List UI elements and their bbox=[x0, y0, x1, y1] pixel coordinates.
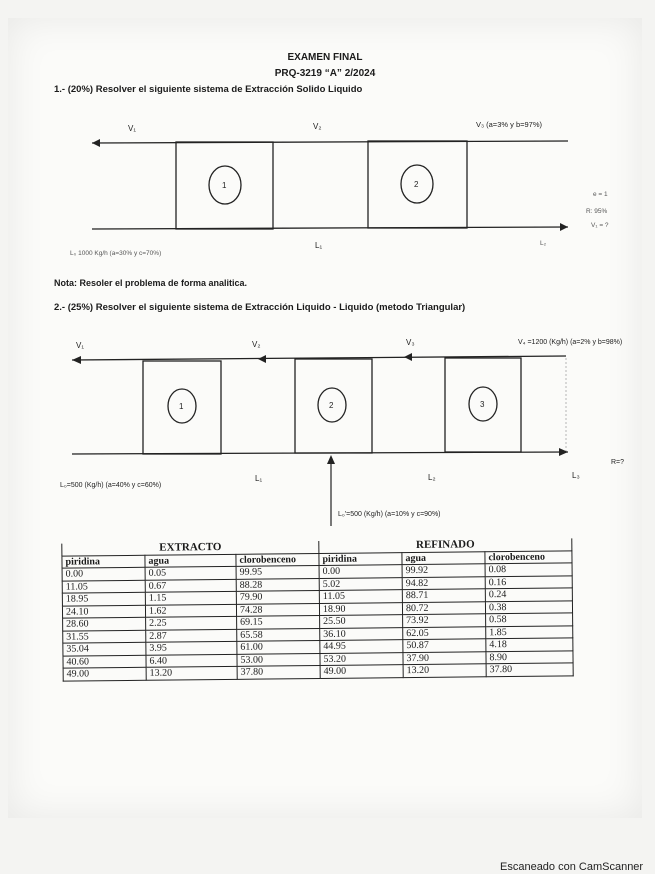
table-cell: 11.05 bbox=[62, 580, 145, 593]
arrow-right-icon bbox=[559, 448, 568, 456]
liquid-stream-line bbox=[92, 227, 568, 229]
stage-label-1: 1 bbox=[222, 181, 227, 190]
table-cell: 74.28 bbox=[236, 603, 319, 616]
label-side-1: e = 1 bbox=[593, 191, 608, 198]
group-refinado: REFINADO bbox=[319, 538, 572, 553]
table-cell: 31.55 bbox=[63, 630, 146, 643]
col-header: clorobenceno bbox=[485, 550, 572, 563]
label-l3b: L₃ bbox=[572, 471, 580, 480]
scanner-watermark: Escaneado con CamScanner bbox=[500, 861, 644, 873]
table-cell: 40.60 bbox=[63, 655, 146, 668]
label-feed: L₀'=500 (Kg/h) (a=10% y c=90%) bbox=[338, 511, 441, 518]
col-header: agua bbox=[145, 554, 236, 567]
table-cell: 2.25 bbox=[146, 616, 237, 629]
label-l2b: L₂ bbox=[428, 473, 436, 482]
vapor-stream-line bbox=[92, 141, 568, 143]
label-side-2: R: 95% bbox=[586, 208, 608, 215]
diagram-solid-liquid bbox=[8, 18, 642, 818]
table-cell: 0.16 bbox=[485, 575, 572, 588]
table-cell: 99.95 bbox=[236, 565, 319, 578]
table-cell: 0.00 bbox=[319, 565, 402, 578]
table-cell: 88.28 bbox=[236, 578, 319, 591]
table-cell: 25.50 bbox=[320, 615, 403, 628]
label-r: R=? bbox=[611, 459, 625, 466]
table-cell: 61.00 bbox=[237, 640, 320, 653]
table-cell: 0.05 bbox=[145, 566, 236, 579]
table-cell: 36.10 bbox=[320, 627, 403, 640]
stage-label-2b: 2 bbox=[329, 401, 334, 410]
table-cell: 37.90 bbox=[403, 651, 486, 664]
table-cell: 18.95 bbox=[62, 592, 145, 605]
table-cell: 11.05 bbox=[319, 590, 402, 603]
exam-sheet bbox=[8, 18, 642, 818]
table-cell: 0.24 bbox=[485, 588, 572, 601]
table-cell: 8.90 bbox=[486, 650, 573, 663]
arrow-right-icon bbox=[560, 223, 568, 231]
stage-label-3b: 3 bbox=[480, 400, 485, 409]
table-cell: 1.15 bbox=[145, 591, 236, 604]
equilibrium-table bbox=[61, 538, 573, 681]
arrow-left-icon bbox=[258, 355, 266, 363]
label-v3b: V₃ bbox=[406, 338, 415, 347]
table-cell: 0.00 bbox=[62, 567, 145, 580]
table-cell: 18.90 bbox=[319, 602, 402, 615]
table-cell: 2.87 bbox=[146, 629, 237, 642]
note-text: Nota: Resoler el problema de forma analitica. bbox=[54, 278, 248, 288]
label-l1: L₁ bbox=[315, 241, 323, 250]
table-cell: 28.60 bbox=[63, 617, 146, 630]
table-cell: 88.71 bbox=[402, 589, 485, 602]
arrow-left-icon bbox=[92, 139, 100, 147]
table-cell: 73.92 bbox=[403, 614, 486, 627]
table-cell: 1.85 bbox=[486, 625, 573, 638]
table-cell: 1.62 bbox=[145, 604, 236, 617]
label-v2: V₂ bbox=[313, 122, 322, 131]
table-cell: 79.90 bbox=[236, 590, 319, 603]
table-cell: 99.92 bbox=[402, 564, 485, 577]
table-cell: 53.20 bbox=[320, 652, 403, 665]
question-1-text: 1.- (20%) Resolver el siguiente sistema de Extracción Solido Liquido bbox=[54, 84, 363, 95]
arrow-up-icon bbox=[327, 455, 335, 464]
table-cell: 6.40 bbox=[146, 654, 237, 667]
table-cell: 0.08 bbox=[485, 563, 572, 576]
question-2-text: 2.- (25%) Resolver el siguiente sistema de Extracción Liquido - Liquido (metodo Triangular) bbox=[54, 302, 466, 313]
table-cell: 80.72 bbox=[402, 601, 485, 614]
stage-label-1b: 1 bbox=[179, 402, 184, 411]
table-cell: 44.95 bbox=[320, 640, 403, 653]
label-v3: V₃ (a=3% y b=97%) bbox=[476, 120, 543, 129]
table-cell: 49.00 bbox=[320, 665, 403, 678]
exam-title: EXAMEN FINAL bbox=[287, 52, 363, 63]
label-v4b: V₄ =1200 (Kg/h) (a=2% y b=98%) bbox=[518, 339, 623, 346]
label-l0b: L₀=500 (Kg/h) (a=40% y c=60%) bbox=[60, 482, 162, 489]
label-v2b: V₂ bbox=[252, 340, 261, 349]
label-v1: V₁ bbox=[128, 124, 137, 133]
arrow-left-icon bbox=[404, 353, 412, 361]
table-cell: 94.82 bbox=[402, 576, 485, 589]
table-cell: 50.87 bbox=[403, 639, 486, 652]
exam-code: PRQ-3219 “A” 2/2024 bbox=[274, 68, 376, 79]
col-header: piridina bbox=[319, 552, 402, 565]
table-cell: 13.20 bbox=[403, 664, 486, 677]
label-v1b: V₁ bbox=[76, 341, 85, 350]
table-cell: 65.58 bbox=[237, 628, 320, 641]
label-side-3: V₁ = ? bbox=[591, 222, 609, 229]
table-cell: 0.58 bbox=[486, 613, 573, 626]
table-cell: 37.80 bbox=[486, 663, 573, 676]
table-cell: 3.95 bbox=[146, 641, 237, 654]
table-cell: 0.67 bbox=[145, 579, 236, 592]
col-header: piridina bbox=[62, 555, 145, 568]
arrow-left-icon bbox=[72, 356, 81, 364]
stage-label-2: 2 bbox=[414, 180, 419, 189]
table-cell: 69.15 bbox=[237, 615, 320, 628]
col-header: clorobenceno bbox=[236, 553, 319, 566]
table-cell: 13.20 bbox=[146, 666, 237, 679]
table-cell: 24.10 bbox=[62, 605, 145, 618]
table-cell: 62.05 bbox=[403, 626, 486, 639]
table-cell: 5.02 bbox=[319, 577, 402, 590]
table-cell: 0.38 bbox=[485, 600, 572, 613]
table-cell: 53.00 bbox=[237, 653, 320, 666]
table-cell: 4.18 bbox=[486, 638, 573, 651]
table-cell: 35.04 bbox=[63, 642, 146, 655]
table-cell: 49.00 bbox=[63, 667, 146, 680]
group-extracto: EXTRACTO bbox=[62, 541, 319, 556]
label-l1b: L₁ bbox=[255, 474, 263, 483]
label-l0: L₀ 1000 Kg/h (a=30% y c=70%) bbox=[70, 250, 162, 257]
label-l2: L₂ bbox=[540, 240, 547, 247]
stage-box-2b bbox=[295, 359, 372, 453]
table-cell: 37.80 bbox=[237, 665, 320, 678]
table-body bbox=[62, 563, 573, 681]
col-header: agua bbox=[402, 551, 485, 564]
